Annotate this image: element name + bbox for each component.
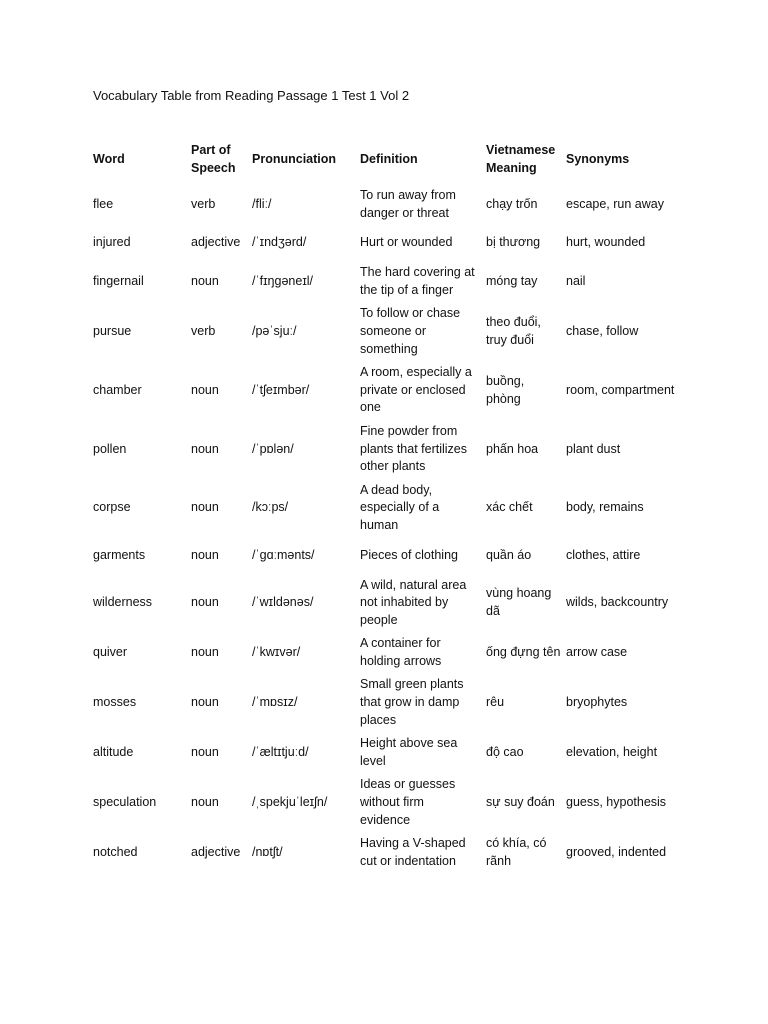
cell-synonyms: bryophytes xyxy=(566,695,628,710)
cell-synonyms: guess, hypothesis xyxy=(566,795,667,810)
cell-vietnamese-meaning: độ cao xyxy=(486,745,524,760)
cell-pronunciation: /nɒtʃt/ xyxy=(252,845,283,860)
cell-definition: A wild, natural area not inhabited by people xyxy=(360,577,467,627)
cell-part-of-speech: noun xyxy=(191,273,219,288)
cell-word: pursue xyxy=(93,323,132,338)
cell-definition: A room, especially a private or enclosed one xyxy=(360,365,472,415)
cell-vietnamese-meaning: rêu xyxy=(486,695,505,710)
cell-word: mosses xyxy=(93,695,137,710)
cell-synonyms: nail xyxy=(566,273,586,288)
cell-pronunciation: /ˈwɪldənəs/ xyxy=(252,595,314,610)
table-row xyxy=(88,673,688,732)
cell-vietnamese-meaning: chạy trốn xyxy=(486,196,538,211)
cell-pronunciation: /ˈkwɪvər/ xyxy=(252,645,301,660)
cell-word: altitude xyxy=(93,745,134,760)
cell-pronunciation: /ˌspekjuˈleɪʃn/ xyxy=(252,795,328,810)
cell-word: notched xyxy=(93,845,138,860)
cell-vietnamese-meaning: sự suy đoán xyxy=(486,795,555,810)
table-row xyxy=(88,302,688,361)
cell-word: fingernail xyxy=(93,273,144,288)
cell-word: speculation xyxy=(93,795,157,810)
document-title: Vocabulary Table from Reading Passage 1 Test 1 Vol 2 xyxy=(93,88,410,103)
cell-part-of-speech: verb xyxy=(191,196,216,211)
cell-part-of-speech: noun xyxy=(191,441,219,456)
cell-part-of-speech: noun xyxy=(191,382,219,397)
cell-word: garments xyxy=(93,547,146,562)
cell-part-of-speech: noun xyxy=(191,595,219,610)
cell-definition: Small green plants that grow in damp places xyxy=(360,677,464,727)
header-pronunciation: Pronunciation xyxy=(252,152,337,167)
cell-vietnamese-meaning: vùng hoang dã xyxy=(486,586,552,618)
cell-vietnamese-meaning: móng tay xyxy=(486,273,538,288)
table-row xyxy=(88,574,688,633)
cell-word: chamber xyxy=(93,382,142,397)
table-row xyxy=(88,420,688,479)
header-word: Word xyxy=(93,152,125,167)
table-row xyxy=(88,184,688,225)
cell-synonyms: wilds, backcountry xyxy=(566,595,669,610)
table-row xyxy=(88,479,688,538)
cell-pronunciation: /ˈpɒlən/ xyxy=(252,441,294,456)
cell-vietnamese-meaning: quần áo xyxy=(486,547,532,562)
cell-vietnamese-meaning: ống đựng tên xyxy=(486,645,561,660)
table-row xyxy=(88,632,688,673)
header-definition: Definition xyxy=(360,152,418,167)
cell-definition: Fine powder from plants that fertilizes other plants xyxy=(360,423,467,474)
cell-definition: A dead body, especially of a human xyxy=(360,482,440,532)
table-row xyxy=(88,361,688,420)
cell-word: flee xyxy=(93,196,114,211)
cell-definition: Hurt or wounded xyxy=(360,235,453,250)
cell-synonyms: plant dust xyxy=(566,441,621,456)
cell-pronunciation: /ˈtʃeɪmbər/ xyxy=(252,382,310,397)
cell-vietnamese-meaning: xác chết xyxy=(486,500,533,515)
cell-word: pollen xyxy=(93,441,127,456)
cell-part-of-speech: adjective xyxy=(191,845,241,860)
cell-pronunciation: /ˈɪndʒərd/ xyxy=(252,235,307,250)
table-row xyxy=(88,225,688,261)
table-row xyxy=(88,732,688,773)
cell-definition: Ideas or guesses without firm evidence xyxy=(360,777,456,827)
cell-synonyms: escape, run away xyxy=(566,196,664,211)
cell-definition: Height above sea level xyxy=(360,736,458,768)
cell-vietnamese-meaning: có khía, có rãnh xyxy=(486,836,547,868)
cell-part-of-speech: noun xyxy=(191,645,219,660)
cell-vietnamese-meaning: theo đuổi, truy đuổi xyxy=(486,315,541,347)
cell-vietnamese-meaning: bị thương xyxy=(486,235,541,250)
cell-word: quiver xyxy=(93,645,128,660)
cell-pronunciation: /fliː/ xyxy=(252,196,272,211)
cell-word: corpse xyxy=(93,500,131,515)
cell-synonyms: arrow case xyxy=(566,645,628,660)
cell-word: injured xyxy=(93,235,131,250)
cell-pronunciation: /ˈmɒsɪz/ xyxy=(252,695,298,710)
cell-part-of-speech: noun xyxy=(191,695,219,710)
header-synonyms: Synonyms xyxy=(566,152,630,167)
cell-synonyms: grooved, indented xyxy=(566,845,667,860)
cell-synonyms: hurt, wounded xyxy=(566,235,646,250)
cell-synonyms: body, remains xyxy=(566,500,644,515)
cell-pronunciation: /ˈæltɪtjuːd/ xyxy=(252,745,309,760)
cell-definition: To follow or chase someone or something xyxy=(360,306,461,356)
table-row xyxy=(88,832,688,873)
table-row xyxy=(88,261,688,302)
cell-part-of-speech: adjective xyxy=(191,235,241,250)
cell-vietnamese-meaning: phấn hoa xyxy=(486,441,539,456)
cell-definition: Having a V-shaped cut or indentation xyxy=(360,836,466,868)
cell-definition: The hard covering at the tip of a finger xyxy=(360,265,475,297)
cell-synonyms: elevation, height xyxy=(566,745,658,760)
cell-definition: To run away from danger or threat xyxy=(360,188,456,220)
cell-part-of-speech: noun xyxy=(191,547,219,562)
cell-synonyms: room, compartment xyxy=(566,382,675,397)
cell-definition: Pieces of clothing xyxy=(360,547,458,562)
cell-synonyms: chase, follow xyxy=(566,323,639,338)
cell-part-of-speech: verb xyxy=(191,323,216,338)
cell-part-of-speech: noun xyxy=(191,500,219,515)
cell-pronunciation: /ˈɡɑːmənts/ xyxy=(252,547,315,562)
cell-pronunciation: /pəˈsjuː/ xyxy=(252,323,297,338)
vocabulary-table xyxy=(88,136,688,873)
table-header-row xyxy=(88,136,688,184)
cell-part-of-speech: noun xyxy=(191,745,219,760)
header-part-of-speech: Part of Speech xyxy=(191,143,236,175)
table-row xyxy=(88,773,688,832)
header-vietnamese-meaning: Vietnamese Meaning xyxy=(486,143,556,175)
cell-vietnamese-meaning: buồng, phòng xyxy=(486,373,525,406)
cell-word: wilderness xyxy=(93,595,153,610)
table-row xyxy=(88,538,688,574)
cell-pronunciation: /kɔːps/ xyxy=(252,500,289,515)
cell-part-of-speech: noun xyxy=(191,795,219,810)
cell-pronunciation: /ˈfɪŋɡəneɪl/ xyxy=(252,273,314,288)
cell-definition: A container for holding arrows xyxy=(360,636,442,668)
cell-synonyms: clothes, attire xyxy=(566,547,641,562)
